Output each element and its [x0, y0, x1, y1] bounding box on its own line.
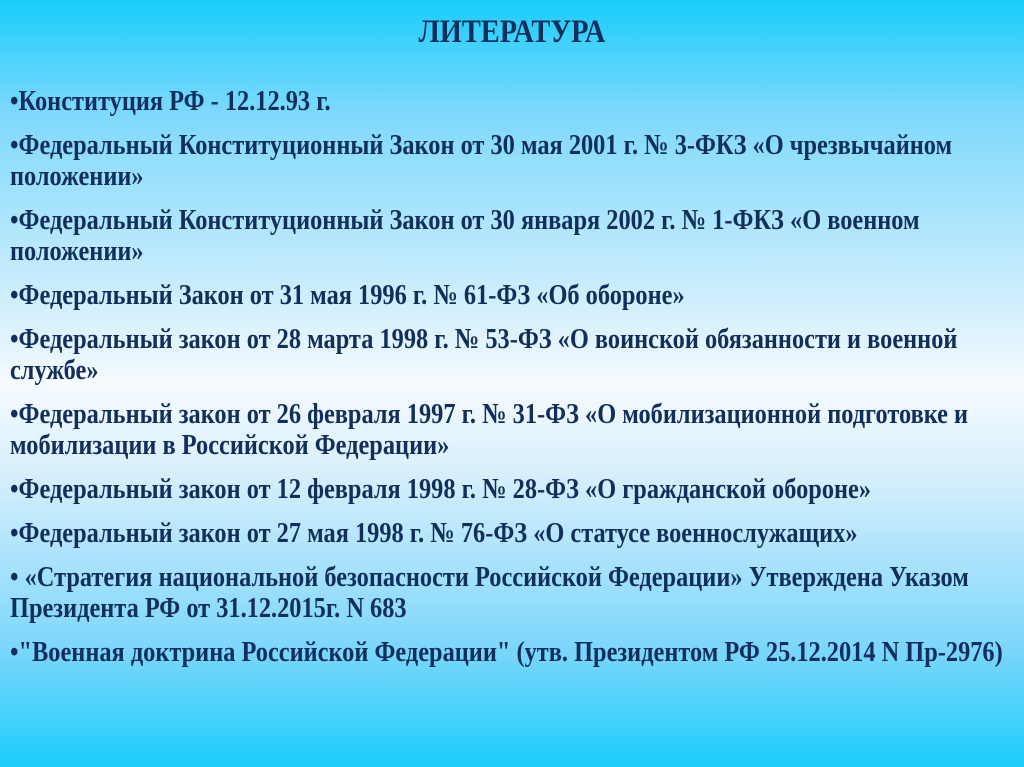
slide-title: ЛИТЕРАТУРА — [418, 14, 606, 50]
list-item: •Федеральный закон от 28 марта 1998 г. № 53-ФЗ «О воинской обязанности и военной службе» — [10, 323, 958, 386]
list-item: •"Военная доктрина Российской Федерации" (утв. Президентом РФ 25.12.2014 N Пр-2976) — [10, 636, 1003, 668]
list-item: •Федеральный Конституционный Закон от 30 января 2002 г. № 1-ФКЗ «О военном положении» — [10, 204, 920, 267]
list-item: •Федеральный Конституционный Закон от 30 мая 2001 г. № 3-ФКЗ «О чрезвычайном положении» — [10, 129, 953, 192]
list-item: • «Стратегия национальной безопасности Российской Федерации» Утверждена Указом Президента РФ от 31.12.2015г. N 683 — [10, 561, 969, 624]
list-item: •Федеральный закон от 27 мая 1998 г. № 76-ФЗ «О статусе военнослужащих» — [10, 517, 858, 549]
list-item: •Федеральный Закон от 31 мая 1996 г. № 61-ФЗ «Об обороне» — [10, 279, 685, 311]
literature-list — [10, 86, 1020, 681]
list-item: •Конституция РФ - 12.12.93 г. — [10, 85, 331, 117]
list-item: •Федеральный закон от 26 февраля 1997 г. № 31-ФЗ «О мобилизационной подготовке и мобилизации в Российской Федерации» — [10, 398, 969, 461]
list-item: •Федеральный закон от 12 февраля 1998 г. № 28-ФЗ «О гражданской обороне» — [10, 473, 872, 505]
